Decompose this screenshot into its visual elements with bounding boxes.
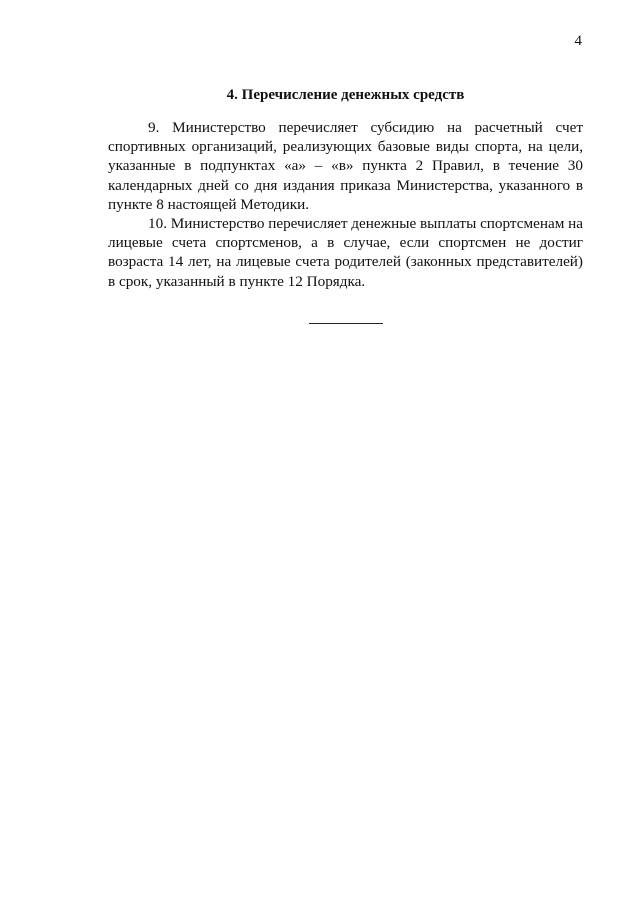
page-number: 4: [574, 33, 582, 49]
paragraph-10: 10. Министерство перечисляет денежные выплаты спортсменам на лицевые счета спортсменов, а в случае, если спортсмен не достиг возраста 14 лет, на лицевые счета родителей (законных представителей) в срок, указанный в пункте 12 Порядка.: [108, 215, 583, 290]
end-divider-line: [309, 323, 383, 324]
section-body: [108, 118, 583, 291]
paragraph-9: 9. Министерство перечисляет субсидию на расчетный счет спортивных организаций, реализующих базовые виды спорта, на цели, указанные в подпунктах «а» – «в» пункта 2 Правил, в течение 30 календарных дней со дня издания приказа Министерства, указанного в пункте 8 настоящей Методики.: [108, 119, 583, 213]
section-title: 4. Перечисление денежных средств: [226, 87, 465, 103]
